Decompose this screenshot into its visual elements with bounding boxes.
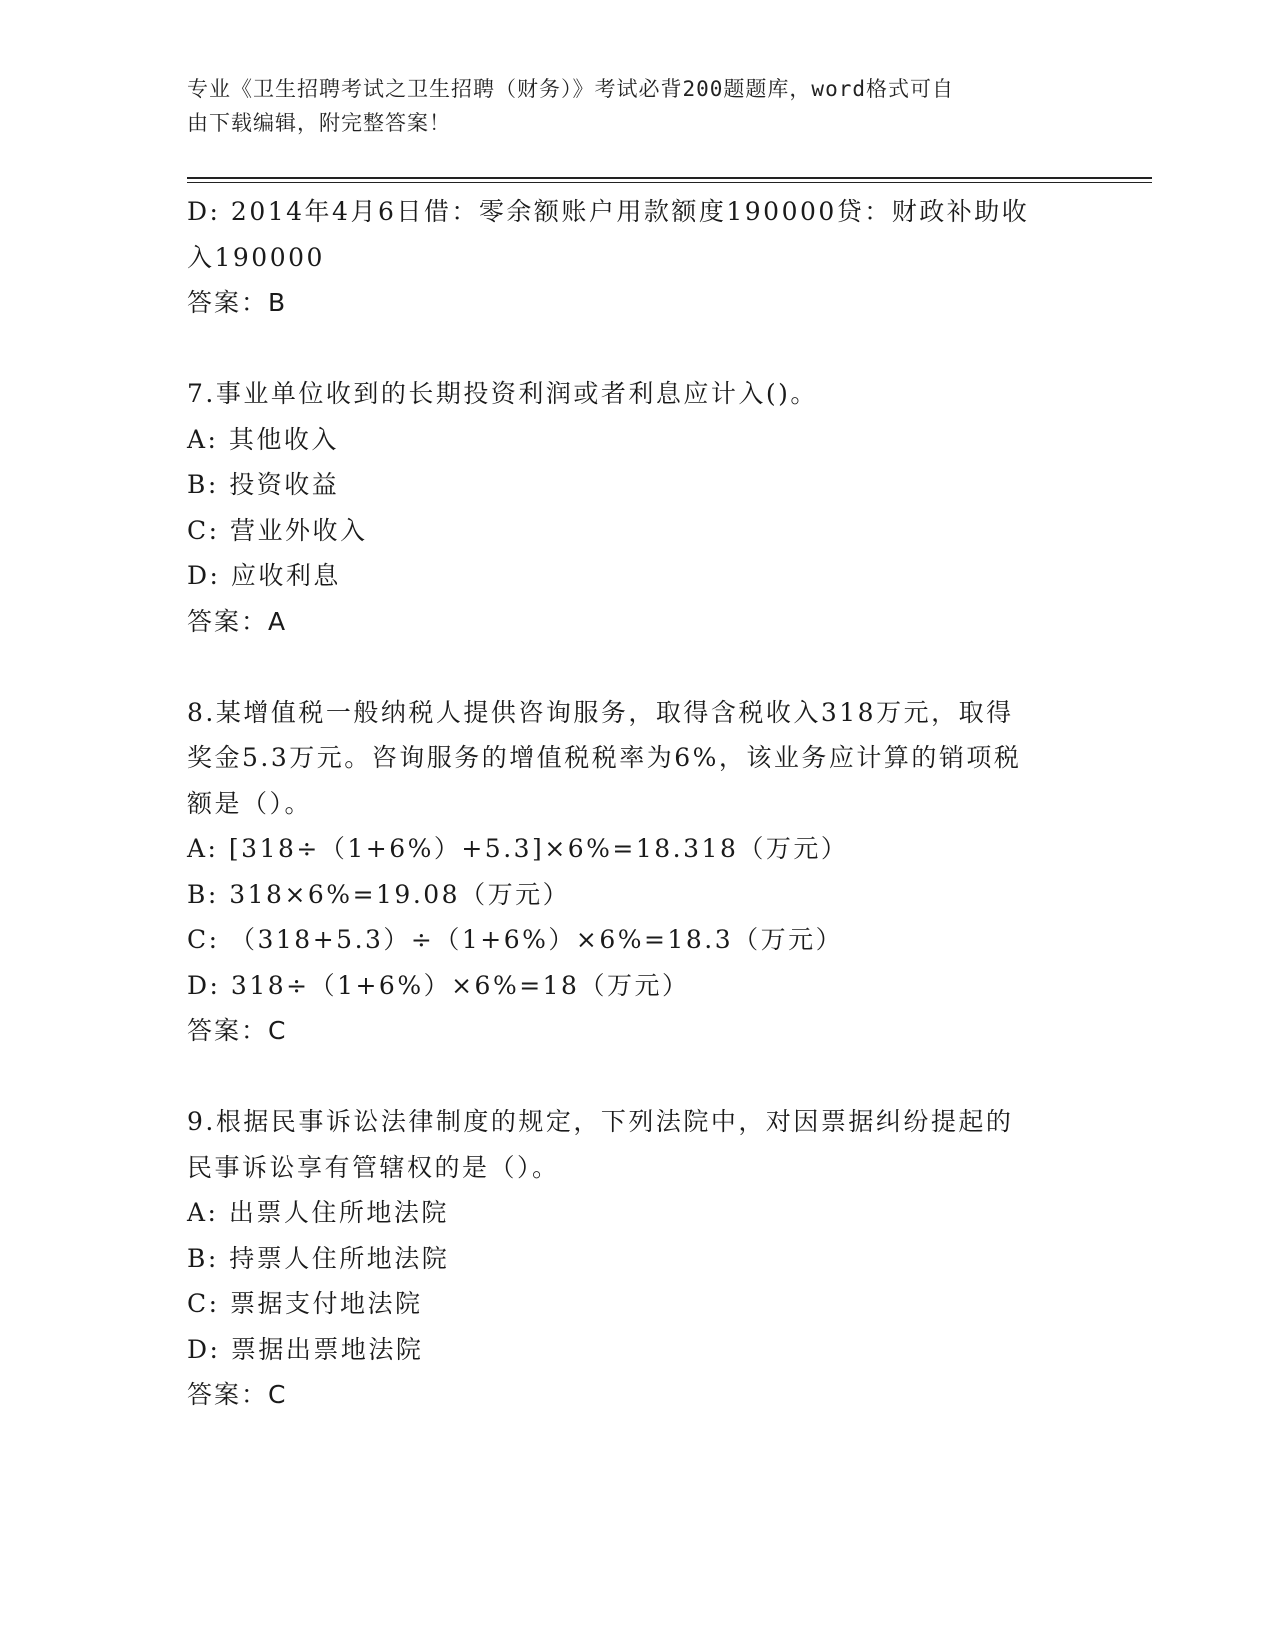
answer-label: 答案：B [187, 288, 288, 317]
question-stem: 7.事业单位收到的长期投资利润或者利息应计入()。 [187, 379, 818, 408]
option-d: D: 318÷（1+6%）×6%=18（万元） [187, 970, 690, 1000]
option-a: A: 其他收入 [187, 424, 339, 454]
spacer [187, 1054, 1067, 1100]
header-line-1: 专业《卫生招聘考试之卫生招聘（财务）》考试必背200题题库，word格式可自 [187, 77, 954, 101]
answer-label: 答案：C [187, 1016, 288, 1045]
option-d-line-2: 入190000 [187, 242, 325, 272]
spacer [187, 326, 1067, 372]
option-c: C: （318+5.3）÷（1+6%）×6%=18.3（万元） [187, 925, 844, 954]
question-stem-line-2: 民事诉讼享有管辖权的是（）。 [187, 1152, 560, 1182]
question-7 [187, 371, 1067, 644]
document-header [187, 72, 1067, 140]
option-c: C: 票据支付地法院 [187, 1289, 423, 1318]
header-divider-thick [187, 177, 1152, 179]
answer-label: 答案：C [187, 1380, 288, 1409]
answer-label: 答案：A [187, 606, 288, 636]
question-stem-line-2: 奖金5.3万元。咨询服务的增值税税率为6%，该业务应计算的销项税 [187, 743, 1022, 772]
option-d: D: 票据出票地法院 [187, 1334, 424, 1364]
question-8 [187, 690, 1067, 1054]
question-9 [187, 1099, 1067, 1418]
question-stem-line-3: 额是（）。 [187, 788, 313, 818]
spacer [187, 644, 1067, 690]
option-a: A: [318÷（1+6%）+5.3]×6%=18.318（万元） [187, 834, 849, 863]
question-stem-line-1: 8.某增值税一般纳税人提供咨询服务，取得含税收入318万元，取得 [187, 697, 1014, 727]
header-line-2: 由下载编辑，附完整答案！ [187, 111, 451, 135]
option-a: A: 出票人住所地法院 [187, 1198, 449, 1227]
option-d-line-1: D: 2014年4月6日借：零余额账户用款额度190000贷：财政补助收 [187, 197, 1030, 226]
option-b: B: 投资收益 [187, 470, 340, 499]
header-divider-thin [187, 182, 1152, 183]
option-d: D: 应收利息 [187, 561, 341, 590]
question-6-remainder [187, 189, 1067, 326]
option-c: C: 营业外收入 [187, 515, 368, 545]
document-body [187, 189, 1067, 1418]
question-stem-line-1: 9.根据民事诉讼法律制度的规定，下列法院中，对因票据纠纷提起的 [187, 1107, 1014, 1136]
option-b: B: 318×6%=19.08（万元） [187, 879, 571, 909]
option-b: B: 持票人住所地法院 [187, 1243, 450, 1273]
